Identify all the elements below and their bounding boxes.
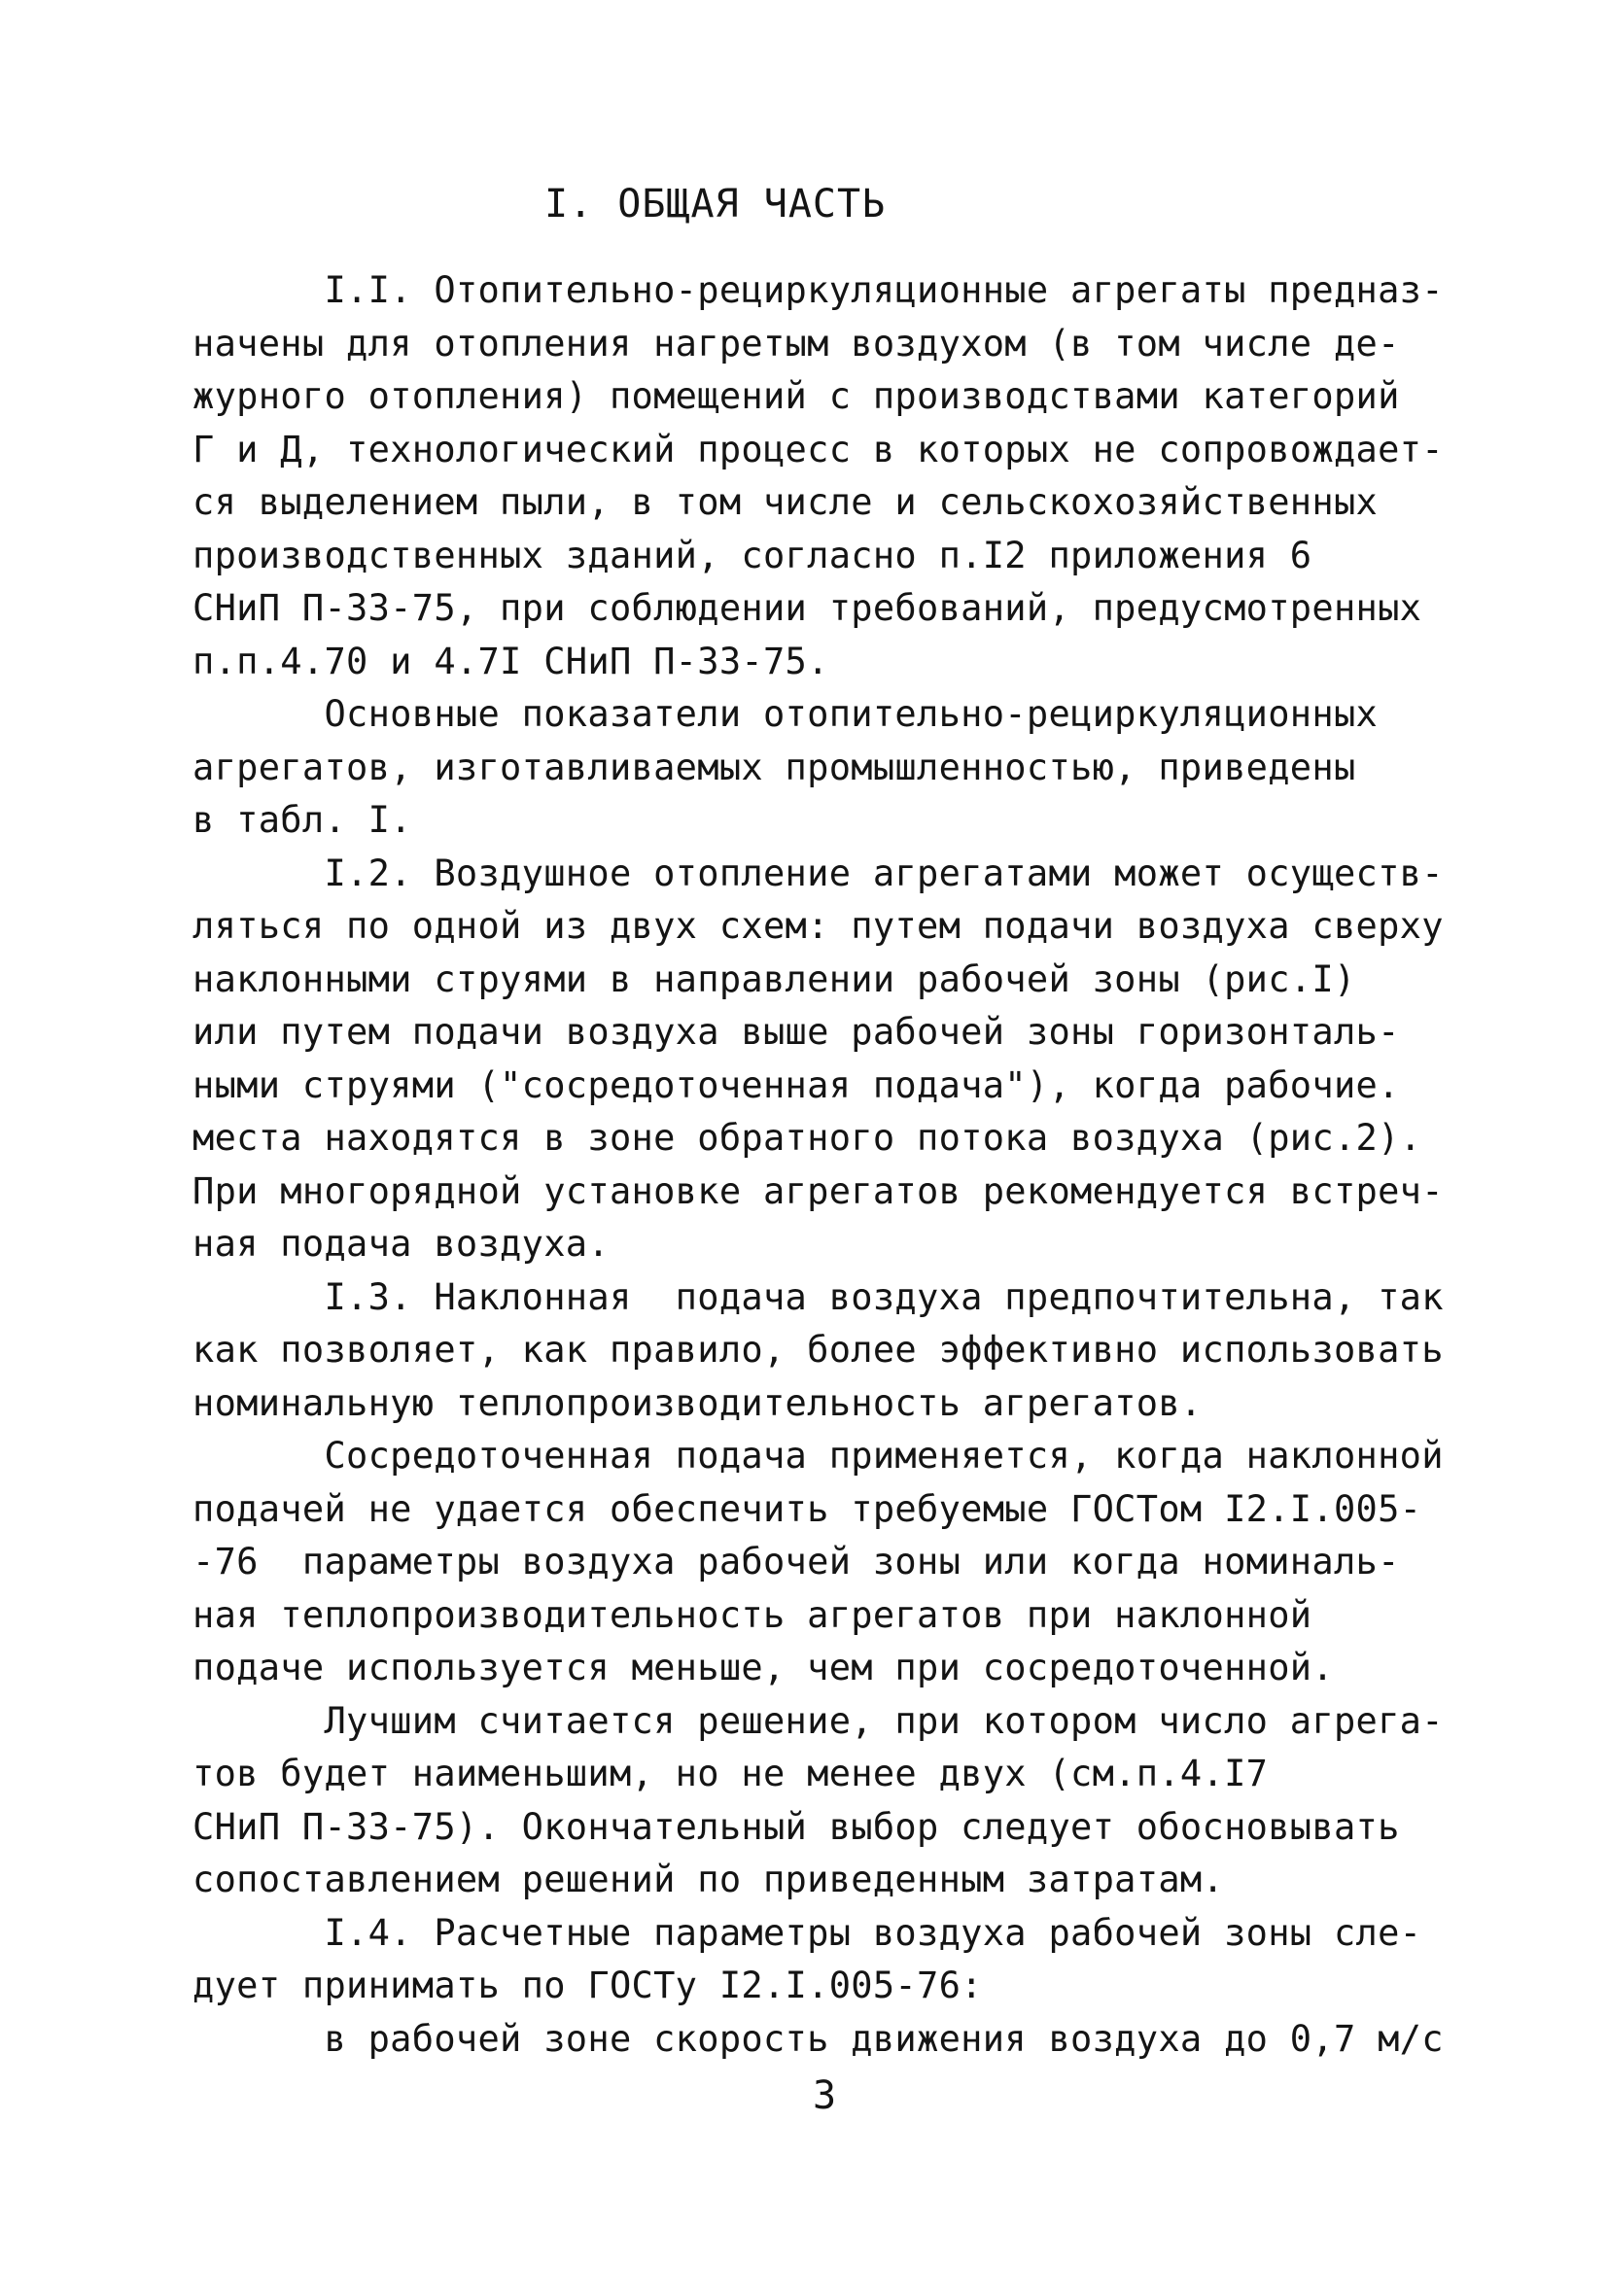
text-line: места находятся в зоне обратного потока воздуха (рис.2).	[192, 1117, 1422, 1159]
text-line: агрегатов, изготавливаемых промышленностью, приведены	[192, 746, 1356, 788]
page-number: 3	[813, 2073, 837, 2118]
text-line: Лучшим считается решение, при котором число агрега-	[192, 1699, 1444, 1742]
text-line: подачей не удается обеспечить требуемые ГОСТом I2.I.005-	[192, 1487, 1422, 1530]
text-line: ными струями ("сосредоточенная подача"), когда рабочие.	[192, 1063, 1400, 1106]
text-line: I.I. Отопительно-рециркуляционные агрегаты предназ-	[192, 269, 1444, 311]
text-line: ная теплопроизводительность агрегатов при наклонной	[192, 1593, 1312, 1636]
text-line: I.2. Воздушное отопление агрегатами может осуществ-	[192, 852, 1444, 894]
text-line: в табл. I.	[192, 799, 412, 841]
text-line: ная подача воздуха.	[192, 1223, 610, 1265]
text-line: I.3. Наклонная подача воздуха предпочтительна, так	[192, 1275, 1444, 1318]
section-heading: I. ОБЩАЯ ЧАСТЬ	[544, 182, 887, 226]
text-line: При многорядной установке агрегатов рекомендуется встреч-	[192, 1169, 1444, 1212]
text-line: I.4. Расчетные параметры воздуха рабочей зоны сле-	[192, 1911, 1422, 1954]
text-line: п.п.4.70 и 4.7I СНиП П-33-75.	[192, 640, 829, 682]
text-line: сопоставлением решений по приведенным затратам.	[192, 1859, 1225, 1900]
text-line: подаче используется меньше, чем при сосредоточенной.	[192, 1647, 1334, 1688]
text-line: -76 параметры воздуха рабочей зоны или когда номиналь-	[192, 1541, 1400, 1583]
text-line: Сосредоточенная подача применяется, когда наклонной	[192, 1435, 1444, 1477]
text-line: дует принимать по ГОСТу I2.I.005-76:	[192, 1965, 983, 2006]
text-line: начены для отопления нагретым воздухом (в том числе де-	[192, 322, 1400, 365]
text-line: в рабочей зоне скорость движения воздуха до 0,7 м/с	[192, 2017, 1444, 2060]
text-line: как позволяет, как правило, более эффективно использовать	[192, 1329, 1444, 1371]
text-line: журного отопления) помещений с производствами категорий	[192, 375, 1400, 417]
text-line: номинальную теплопроизводительность агрегатов.	[192, 1381, 1203, 1424]
text-line: производственных зданий, согласно п.I2 приложения 6	[192, 534, 1312, 576]
body-text	[192, 264, 1456, 2066]
text-line: Г и Д, технологический процесс в которых не сопровождает-	[192, 428, 1444, 470]
text-line: СНиП П-33-75, при соблюдении требований, предусмотренных	[192, 587, 1422, 629]
text-line: ляться по одной из двух схем: путем подачи воздуха сверху	[192, 905, 1444, 947]
text-line: тов будет наименьшим, но не менее двух (см.п.4.I7	[192, 1753, 1269, 1794]
text-line: ся выделением пыли, в том числе и сельскохозяйственных	[192, 481, 1379, 523]
text-line: Основные показатели отопительно-рециркуляционных	[192, 693, 1379, 735]
text-line: наклонными струями в направлении рабочей зоны (рис.I)	[192, 957, 1356, 1000]
text-line: или путем подачи воздуха выше рабочей зоны горизонталь-	[192, 1011, 1400, 1053]
text-line: СНиП П-33-75). Окончательный выбор следует обосновывать	[192, 1805, 1400, 1848]
